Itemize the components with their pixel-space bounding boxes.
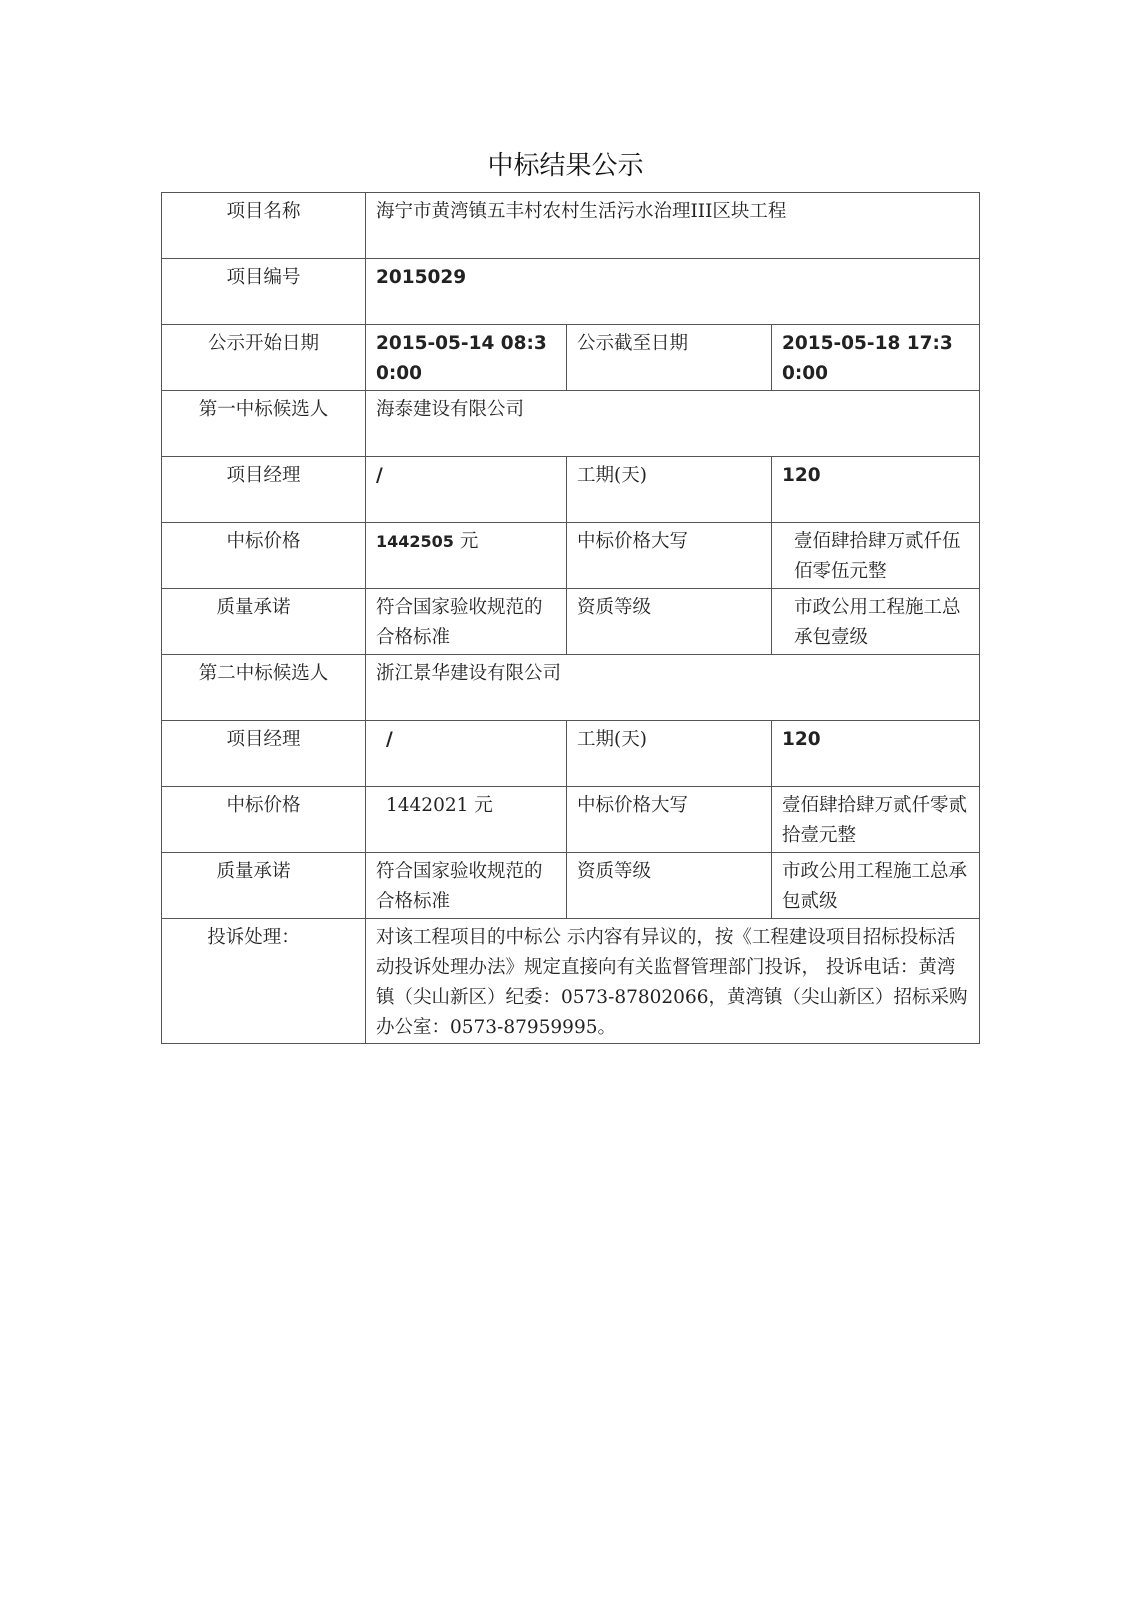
row-second-candidate	[162, 655, 980, 721]
end-date-value: 2015-05-18 17:30:00	[772, 325, 980, 391]
project-name-value: 海宁市黄湾镇五丰村农村生活污水治理III区块工程	[366, 193, 980, 259]
first-manager-label: 项目经理	[162, 457, 366, 523]
end-date-label: 公示截至日期	[567, 325, 772, 391]
row-first-manager	[162, 457, 980, 523]
row-complaint	[162, 919, 980, 1044]
second-price-label: 中标价格	[162, 787, 366, 853]
page-title: 中标结果公示	[487, 151, 644, 181]
first-price-value	[366, 523, 567, 589]
first-price-upper-label: 中标价格大写	[567, 523, 772, 589]
project-no-value: 2015029	[366, 259, 980, 325]
first-duration-value: 120	[772, 457, 980, 523]
start-date-label: 公示开始日期	[162, 325, 366, 391]
second-duration-value: 120	[772, 721, 980, 787]
second-quality-value: 符合国家验收规范的合格标准	[366, 853, 567, 919]
row-dates	[162, 325, 980, 391]
second-duration-label: 工期(天)	[567, 721, 772, 787]
first-price-upper-value: 壹佰肆拾肆万贰仟伍佰零伍元整	[772, 523, 980, 589]
row-second-price	[162, 787, 980, 853]
complaint-text: 对该工程项目的中标公 示内容有异议的，按《工程建设项目招标投标活动投诉处理办法》规定直接向有关监督管理部门投诉， 投诉电话：黄湾镇（尖山新区）纪委：0573-87802066，黄湾镇（尖山新区）招标采购办公室：0573-87959995。	[366, 919, 980, 1044]
complaint-label: 投诉处理：	[162, 919, 366, 1044]
second-candidate-name: 浙江景华建设有限公司	[366, 655, 980, 721]
second-price-upper-label: 中标价格大写	[567, 787, 772, 853]
first-candidate-name: 海泰建设有限公司	[366, 391, 980, 457]
second-qualification-label: 资质等级	[567, 853, 772, 919]
second-manager-value: /	[366, 721, 567, 787]
first-price-number: 1442505	[376, 532, 454, 551]
row-first-candidate	[162, 391, 980, 457]
second-manager-label: 项目经理	[162, 721, 366, 787]
second-price-value: 1442021 元	[366, 787, 567, 853]
project-no-label: 项目编号	[162, 259, 366, 325]
start-date-value: 2015-05-14 08:30:00	[366, 325, 567, 391]
second-qualification-value: 市政公用工程施工总承包贰级	[772, 853, 980, 919]
row-first-quality	[162, 589, 980, 655]
second-candidate-label: 第二中标候选人	[162, 655, 366, 721]
first-manager-value: /	[366, 457, 567, 523]
row-second-quality	[162, 853, 980, 919]
first-qualification-label: 资质等级	[567, 589, 772, 655]
first-quality-value: 符合国家验收规范的合格标准	[366, 589, 567, 655]
row-second-manager	[162, 721, 980, 787]
second-price-upper-value: 壹佰肆拾肆万贰仟零贰拾壹元整	[772, 787, 980, 853]
second-quality-label: 质量承诺	[162, 853, 366, 919]
row-project-name	[162, 193, 980, 259]
first-duration-label: 工期(天)	[567, 457, 772, 523]
project-name-label: 项目名称	[162, 193, 366, 259]
first-price-label: 中标价格	[162, 523, 366, 589]
first-price-unit: 元	[459, 531, 479, 552]
first-quality-label: 质量承诺	[162, 589, 366, 655]
row-project-no	[162, 259, 980, 325]
row-first-price	[162, 523, 980, 589]
bid-result-table	[161, 192, 980, 1044]
first-candidate-label: 第一中标候选人	[162, 391, 366, 457]
first-qualification-value: 市政公用工程施工总承包壹级	[772, 589, 980, 655]
